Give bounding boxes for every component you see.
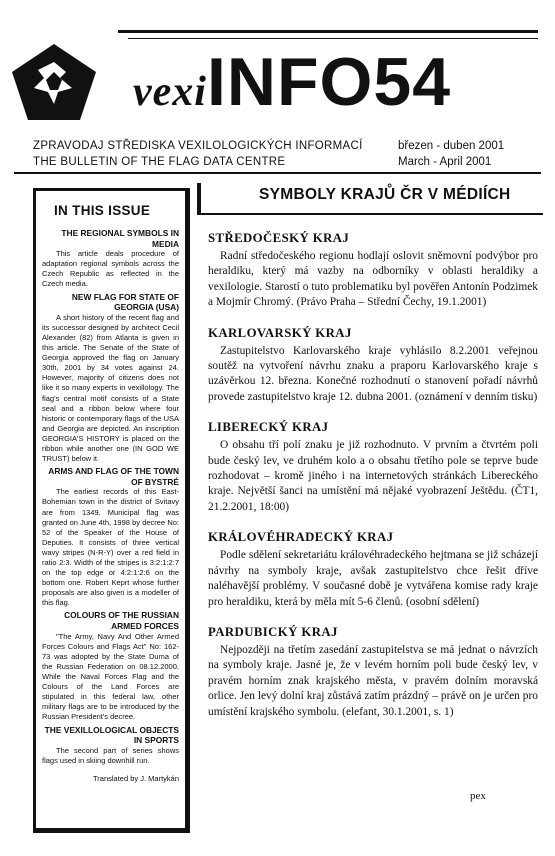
section-heading: LIBERECKÝ KRAJ (208, 420, 329, 435)
sidebar-item-heading: NEW FLAG FOR STATE OF GEORGIA (USA) (71, 291, 179, 313)
sidebar-item-body: The second part of series shows flags used in skiing downhill run. (42, 745, 179, 765)
sidebar-item-heading: THE VEXILLOLOGICAL OBJECTS IN SPORTS (44, 724, 179, 746)
flag-data-centre-logo (10, 42, 98, 122)
sidebar-item (42, 292, 179, 465)
subtitle-czech: ZPRAVODAJ STŘEDISKA VEXILOLOGICKÝCH INFORMACÍ (33, 140, 363, 152)
section-text: Podle sdělení sekretariátu královéhradeckého hejtmana se již scházejí návrhy na symboly kraje, avšak zastupitelstvo chce řešit dříve naléhavější problémy. V současné době je vytvářena komise rady kraje pro heraldiku, která by měla mít 5-6 členů. (osobní sdělení) (208, 549, 538, 608)
author-signature: pex (470, 790, 486, 802)
article-section (208, 529, 538, 610)
translator-credit: Translated by J. Martykán (92, 773, 179, 783)
masthead-brand (133, 44, 543, 120)
issue-date-english: March - April 2001 (398, 156, 492, 168)
section-text: Zastupitelstvo Karlovarského kraje vyhlásilo 8.2.2001 veřejnou soutěž na vytvoření návrhu znaku a praporu Karlovarského kraje s uzávěrkou 12. března. Konečné rozhodnutí o stanovení pořadí návrhů provede zastupitelstvo kraje 12. dubna 2001. (oznámení v denním tisku) (208, 344, 538, 403)
header-divider (14, 172, 541, 174)
masthead-rule-thick (118, 30, 538, 33)
section-text: O obsahu tří polí znaku je již rozhodnuto. V prvním a čtvrtém poli bude český lev, ve druhém kolo a o obsahu třetího pole se teprve bude rozhodovat – kromě jiného i na internetových stránkách Libereckého kraje. Největší šanci na umístění má nějaké vyobrazení Ještědu. (ČT1, 21.2.2001, 18:00) (208, 439, 538, 513)
sidebar-item-heading: COLOURS OF THE RUSSIAN ARMED FORCES (64, 610, 179, 632)
masthead-subtitle (33, 138, 393, 170)
sidebar-item (42, 610, 179, 722)
section-heading: PARDUBICKÝ KRAJ (208, 624, 338, 639)
article-title: SYMBOLY KRAJŮ ČR V MÉDIÍCH (259, 186, 511, 203)
article-section (208, 419, 538, 515)
in-this-issue-box (33, 188, 190, 833)
subtitle-english: THE BULLETIN OF THE FLAG DATA CENTRE (33, 156, 286, 168)
sidebar-item-heading: THE REGIONAL SYMBOLS IN MEDIA (61, 228, 179, 249)
article-body (208, 230, 538, 734)
article-banner (197, 183, 543, 217)
section-heading: KARLOVARSKÝ KRAJ (208, 325, 352, 340)
section-text: Radní středočeského regionu hodlají oslovit sněmovní podvýbor pro heraldiku, který má vazby na odborníky v oblasti heraldiky a vexilologie. Starostí o tuto problematiku byl pověřen Antonín Podzimek a Mojmír Chromý. (Právo Praha – Střední Čechy, 19.1.2001) (208, 250, 538, 309)
banner-left-bar (197, 183, 201, 213)
banner-underline (197, 213, 543, 215)
section-text: Nejpozději na třetím zasedání zastupitelstva se má jednat o návrzích na symboly kraje. Jasné je, že v levém horním poli bude český lev, v pravém horním znak krajského města, v pravém dolním moravská orlice. Jen levý dolní kraj zůstává zatím prázdný – právě on je určen pro umístění krajského symbolu. (elefant, 30.1.2001, s. 1) (208, 643, 538, 718)
article-section (208, 325, 538, 406)
sidebar-item (42, 228, 179, 290)
sidebar-title: IN THIS ISSUE (54, 203, 151, 218)
sidebar-item (42, 466, 179, 608)
masthead-rule-thin (128, 38, 538, 39)
sidebar-item (42, 725, 179, 766)
sidebar-item-body: The earliest records of this East-Bohemian town in the district of Svitavy are from 1349. Municipal flag was granted on June 4th, 1998 by decree No: 52 of the Speaker of the House of Deputies. It consists of three vertical wavy stripes (N-R-Y) over a red field in ratio 2:3. Width of the stripes is 3:2:1:2:7 on the top edge or 4:2:1:2:6 on the bottom one. Robert Keprt whose further proposals are also given is a modeller of this flag. (42, 487, 179, 608)
section-heading: KRÁLOVÉHRADECKÝ KRAJ (208, 530, 394, 545)
sidebar-item-heading: ARMS AND FLAG OF THE TOWN OF BYSTRÉ (48, 466, 179, 487)
brand-italic: vexi (133, 69, 207, 115)
sidebar-item-body: This article deals procedure of adaptation regional symbols across the Czech Republic as reflected in the Czech media. (42, 249, 179, 289)
masthead-issue-date (398, 138, 538, 170)
issue-date-czech: březen - duben 2001 (398, 140, 505, 152)
article-section (208, 624, 538, 720)
section-heading: STŘEDOČESKÝ KRAJ (208, 231, 350, 245)
sidebar-item-body: A short history of the recent flag and its successor designed by architect Cecil Alexander (82) from Atlanta is given in this article. The Senate of the State of Georgia approved the flag on January 30th, 2001 by 34 votes against 24. However, majority of citizens does not like it so many experts in vexillology. The flag's central motif consists of a State seal and a ribbon below where four historic or contemporary flags of the USA and Georgia are depicted. An inscription GEORGIA'S HISTORY is placed on the ribbon while another one (IN GOD WE TRUST) below it. (42, 312, 179, 464)
brand-bold: INFO54 (206, 44, 452, 120)
article-section (208, 230, 538, 311)
sidebar-item-body: "The Army, Navy And Other Armed Forces Colours and Flags Act" No: 162-73 was adopted by the State Duma of the Russian Federation on 08.12.2000. While the Naval Forces Flag and the Colours of the Land Forces are stipulated in this federal law, other military flags are to be introduced by the Russian President's decree. (42, 631, 179, 722)
